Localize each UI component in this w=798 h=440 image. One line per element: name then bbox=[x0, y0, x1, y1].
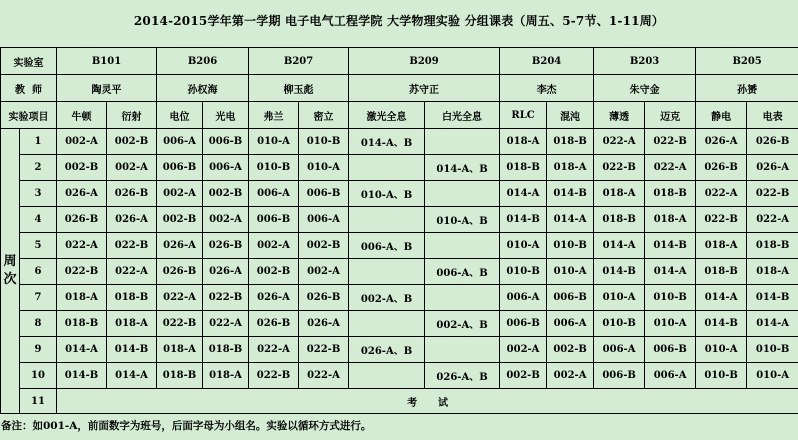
group-cell: 018-B bbox=[645, 181, 696, 207]
group-cell: 010-A bbox=[500, 233, 547, 259]
group-cell: 026-A bbox=[57, 181, 107, 207]
group-cell: 002-A bbox=[249, 233, 299, 259]
group-cell: 022-B bbox=[696, 207, 747, 233]
group-cell: 002-B bbox=[107, 129, 157, 155]
group-cell: 018-B bbox=[696, 259, 747, 285]
group-cell: 002-B bbox=[249, 259, 299, 285]
group-cell: 002-A bbox=[107, 155, 157, 181]
project-name: 密立 bbox=[299, 102, 349, 129]
week-number: 9 bbox=[20, 337, 57, 363]
room-header-row bbox=[1, 48, 798, 75]
room-header: B207 bbox=[249, 48, 349, 75]
project-name: 激光全息 bbox=[349, 102, 425, 129]
group-cell: 010-B bbox=[594, 311, 645, 337]
week-number: 1 bbox=[20, 129, 57, 155]
group-cell: 022-B bbox=[645, 129, 696, 155]
group-cell: 006-B bbox=[547, 285, 594, 311]
group-cell: 006-B bbox=[203, 129, 249, 155]
group-cell bbox=[425, 285, 500, 311]
group-cell bbox=[425, 337, 500, 363]
group-cell: 026-A bbox=[107, 207, 157, 233]
group-cell: 006-A bbox=[203, 155, 249, 181]
page-title: 2014-2015学年第一学期 电子电气工程学院 大学物理实验 分组课表（周五、5-7节、1-11周） bbox=[133, 14, 665, 28]
group-cell: 006-A bbox=[299, 207, 349, 233]
group-cell: 006-B bbox=[594, 363, 645, 389]
group-cell: 010-A、B bbox=[425, 207, 500, 233]
group-cell: 026-A bbox=[249, 285, 299, 311]
group-cell: 018-A bbox=[645, 207, 696, 233]
group-cell: 018-B bbox=[500, 155, 547, 181]
group-cell: 026-B bbox=[107, 181, 157, 207]
group-cell: 014-A bbox=[500, 181, 547, 207]
group-cell: 018-B bbox=[547, 129, 594, 155]
week-number: 5 bbox=[20, 233, 57, 259]
group-cell: 010-A bbox=[594, 285, 645, 311]
group-cell: 022-B bbox=[203, 285, 249, 311]
project-name: 白光全息 bbox=[425, 102, 500, 129]
group-cell: 010-A bbox=[645, 311, 696, 337]
teacher-name: 陶灵平 bbox=[57, 75, 157, 102]
week-number: 7 bbox=[20, 285, 57, 311]
group-cell: 014-A bbox=[696, 285, 747, 311]
group-cell: 010-A bbox=[547, 259, 594, 285]
group-cell bbox=[349, 311, 425, 337]
teacher-name: 孙权海 bbox=[157, 75, 249, 102]
project-header-row bbox=[1, 102, 798, 129]
group-cell: 022-B bbox=[249, 363, 299, 389]
group-cell: 002-B bbox=[547, 337, 594, 363]
group-cell: 014-A bbox=[107, 363, 157, 389]
group-cell: 014-B bbox=[696, 311, 747, 337]
group-cell: 018-A bbox=[203, 363, 249, 389]
week-number: 10 bbox=[20, 363, 57, 389]
room-header: B206 bbox=[157, 48, 249, 75]
group-cell: 022-B bbox=[299, 337, 349, 363]
group-cell: 022-B bbox=[57, 259, 107, 285]
group-cell: 014-A bbox=[747, 311, 798, 337]
group-cell: 006-A bbox=[249, 181, 299, 207]
group-cell: 002-A bbox=[299, 259, 349, 285]
group-cell: 026-B bbox=[203, 233, 249, 259]
group-cell: 026-A、B bbox=[349, 337, 425, 363]
group-cell: 006-A、B bbox=[425, 259, 500, 285]
exam-row bbox=[1, 389, 798, 414]
group-cell: 006-A bbox=[157, 129, 203, 155]
project-name: 静电 bbox=[696, 102, 747, 129]
group-cell: 026-B bbox=[57, 207, 107, 233]
group-cell: 026-B bbox=[249, 311, 299, 337]
group-cell: 022-B bbox=[747, 181, 798, 207]
group-cell: 010-B bbox=[299, 129, 349, 155]
group-cell: 026-A bbox=[299, 311, 349, 337]
group-cell: 022-A bbox=[157, 285, 203, 311]
group-cell: 026-A bbox=[157, 233, 203, 259]
week-number: 4 bbox=[20, 207, 57, 233]
group-cell bbox=[349, 207, 425, 233]
group-cell: 018-B bbox=[203, 337, 249, 363]
group-cell: 022-A bbox=[299, 363, 349, 389]
group-cell: 006-B bbox=[299, 181, 349, 207]
group-cell: 022-A bbox=[696, 181, 747, 207]
project-name: 衍射 bbox=[107, 102, 157, 129]
group-cell: 010-B bbox=[696, 363, 747, 389]
group-cell: 002-A bbox=[547, 363, 594, 389]
group-cell: 010-B bbox=[249, 155, 299, 181]
week-group-label bbox=[1, 129, 20, 414]
group-cell: 006-B bbox=[645, 337, 696, 363]
group-cell: 026-A bbox=[747, 155, 798, 181]
group-cell: 010-A bbox=[299, 155, 349, 181]
teacher-name: 李杰 bbox=[500, 75, 594, 102]
group-cell: 010-A bbox=[696, 337, 747, 363]
group-cell: 002-B bbox=[57, 155, 107, 181]
group-cell: 014-B bbox=[107, 337, 157, 363]
group-cell: 014-B bbox=[747, 285, 798, 311]
project-name: 弗兰 bbox=[249, 102, 299, 129]
group-cell: 022-A bbox=[203, 311, 249, 337]
exam-label: 考 试 bbox=[57, 389, 798, 414]
week-number: 2 bbox=[20, 155, 57, 181]
group-cell: 018-A bbox=[107, 311, 157, 337]
group-cell: 006-B bbox=[500, 311, 547, 337]
room-header: B203 bbox=[594, 48, 696, 75]
group-cell: 014-B bbox=[547, 181, 594, 207]
group-cell: 022-B bbox=[594, 155, 645, 181]
group-cell: 002-A bbox=[157, 181, 203, 207]
teacher-name: 柳玉彪 bbox=[249, 75, 349, 102]
group-cell: 014-A bbox=[547, 207, 594, 233]
group-cell: 026-B bbox=[157, 259, 203, 285]
group-cell: 018-A bbox=[157, 337, 203, 363]
week-number: 11 bbox=[20, 389, 57, 414]
week-row bbox=[1, 155, 798, 181]
project-label: 实验项目 bbox=[1, 102, 57, 129]
room-header: B209 bbox=[349, 48, 500, 75]
group-cell: 002-B bbox=[157, 207, 203, 233]
group-cell: 006-B bbox=[157, 155, 203, 181]
project-name: RLC bbox=[500, 102, 547, 129]
group-cell: 002-B bbox=[203, 181, 249, 207]
room-header: B205 bbox=[696, 48, 798, 75]
footnote: 备注：如001-A，前面数字为班号，后面字母为小组名。实验以循环方式进行。 bbox=[1, 420, 372, 432]
group-cell: 022-A bbox=[594, 129, 645, 155]
group-cell: 014-A、B bbox=[349, 129, 425, 155]
group-cell: 014-B bbox=[594, 259, 645, 285]
teacher-name: 苏守正 bbox=[349, 75, 500, 102]
group-cell: 022-B bbox=[157, 311, 203, 337]
group-cell: 026-A bbox=[696, 129, 747, 155]
group-cell: 010-A bbox=[747, 363, 798, 389]
project-name: 电表 bbox=[747, 102, 798, 129]
week-number: 3 bbox=[20, 181, 57, 207]
week-number: 6 bbox=[20, 259, 57, 285]
group-cell: 022-A bbox=[249, 337, 299, 363]
group-cell: 018-B bbox=[157, 363, 203, 389]
group-cell: 006-B bbox=[249, 207, 299, 233]
schedule-table bbox=[0, 47, 798, 414]
group-cell bbox=[349, 155, 425, 181]
group-cell: 026-B bbox=[747, 129, 798, 155]
group-cell: 018-A bbox=[696, 233, 747, 259]
week-row bbox=[1, 311, 798, 337]
week-row bbox=[1, 285, 798, 311]
project-name: 电位 bbox=[157, 102, 203, 129]
group-cell: 014-A bbox=[57, 337, 107, 363]
group-cell bbox=[425, 181, 500, 207]
group-cell: 022-A bbox=[107, 259, 157, 285]
group-cell: 002-A、B bbox=[425, 311, 500, 337]
group-cell: 002-A、B bbox=[349, 285, 425, 311]
group-cell: 014-B bbox=[57, 363, 107, 389]
group-cell: 018-B bbox=[594, 207, 645, 233]
group-cell: 018-B bbox=[57, 311, 107, 337]
group-cell: 018-A bbox=[500, 129, 547, 155]
group-cell: 010-B bbox=[747, 337, 798, 363]
week-row bbox=[1, 363, 798, 389]
project-name: 薄透 bbox=[594, 102, 645, 129]
group-cell: 026-B bbox=[299, 285, 349, 311]
group-cell: 018-A bbox=[547, 155, 594, 181]
group-cell: 002-A bbox=[500, 337, 547, 363]
week-number: 8 bbox=[20, 311, 57, 337]
group-cell: 026-A、B bbox=[425, 363, 500, 389]
room-header: B204 bbox=[500, 48, 594, 75]
group-cell: 018-A bbox=[747, 259, 798, 285]
week-label-char-2: 次 bbox=[3, 272, 17, 287]
group-cell: 014-A、B bbox=[425, 155, 500, 181]
group-cell: 010-B bbox=[500, 259, 547, 285]
project-name: 光电 bbox=[203, 102, 249, 129]
group-cell: 010-A、B bbox=[349, 181, 425, 207]
week-row bbox=[1, 259, 798, 285]
group-cell: 018-A bbox=[594, 181, 645, 207]
project-name: 迈克 bbox=[645, 102, 696, 129]
group-cell: 014-B bbox=[500, 207, 547, 233]
group-cell: 022-B bbox=[107, 233, 157, 259]
group-cell: 002-B bbox=[299, 233, 349, 259]
group-cell: 026-B bbox=[696, 155, 747, 181]
group-cell bbox=[349, 363, 425, 389]
teacher-name: 孙赟 bbox=[696, 75, 798, 102]
group-cell: 018-B bbox=[107, 285, 157, 311]
group-cell: 018-A bbox=[57, 285, 107, 311]
group-cell: 022-A bbox=[747, 207, 798, 233]
group-cell: 006-A bbox=[500, 285, 547, 311]
group-cell: 010-A bbox=[249, 129, 299, 155]
group-cell: 014-A bbox=[594, 233, 645, 259]
week-row bbox=[1, 181, 798, 207]
group-cell: 006-A、B bbox=[349, 233, 425, 259]
teacher-name: 朱守金 bbox=[594, 75, 696, 102]
group-cell: 006-A bbox=[645, 363, 696, 389]
project-name: 牛顿 bbox=[57, 102, 107, 129]
week-row bbox=[1, 337, 798, 363]
group-cell: 006-A bbox=[594, 337, 645, 363]
group-cell: 002-A bbox=[203, 207, 249, 233]
group-cell bbox=[425, 129, 500, 155]
room-header: B101 bbox=[57, 48, 157, 75]
teacher-label: 教 师 bbox=[1, 75, 57, 102]
group-cell: 014-B bbox=[645, 233, 696, 259]
group-cell: 022-A bbox=[645, 155, 696, 181]
teacher-header-row bbox=[1, 75, 798, 102]
week-row bbox=[1, 233, 798, 259]
week-row bbox=[1, 129, 798, 155]
group-cell: 018-B bbox=[747, 233, 798, 259]
room-label: 实验室 bbox=[1, 48, 57, 75]
group-cell: 010-B bbox=[547, 233, 594, 259]
group-cell: 002-A bbox=[57, 129, 107, 155]
group-cell bbox=[349, 259, 425, 285]
week-row bbox=[1, 207, 798, 233]
group-cell: 026-A bbox=[203, 259, 249, 285]
project-name: 混沌 bbox=[547, 102, 594, 129]
group-cell: 022-A bbox=[57, 233, 107, 259]
group-cell: 010-B bbox=[645, 285, 696, 311]
group-cell: 002-B bbox=[500, 363, 547, 389]
week-label-char-1: 周 bbox=[3, 254, 17, 269]
group-cell: 014-A bbox=[645, 259, 696, 285]
group-cell: 006-A bbox=[547, 311, 594, 337]
group-cell bbox=[425, 233, 500, 259]
